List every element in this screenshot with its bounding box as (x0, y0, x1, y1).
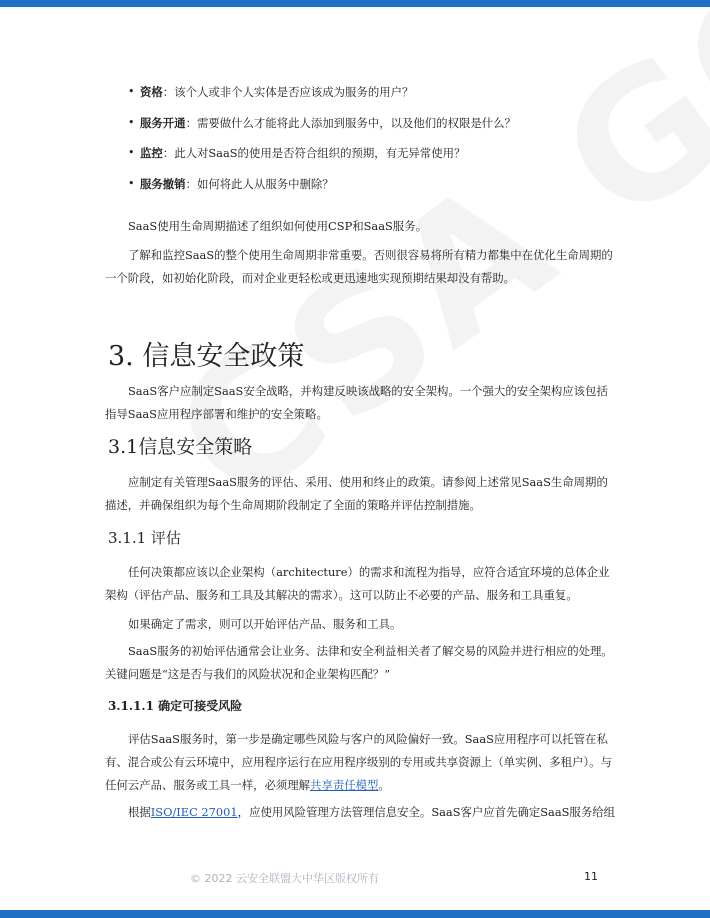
bullet-icon: • (128, 85, 135, 98)
paragraph-lifecycle-monitor: 了解和监控SaaS的整个使用生命周期非常重要。否则很容易将所有精力都集中在优化生命周期的一个阶段，如初始化阶段，而对企业更轻松或更迅速地实现预期结果却没有帮助。 (105, 248, 613, 285)
heading-section-3-1-1-1: 3.1.1.1 确定可接受风险 (108, 699, 243, 713)
bullet-text: ：此人对SaaS的使用是否符合组织的预期，有无异常使用？ (162, 146, 466, 160)
bullet-icon: • (128, 176, 135, 190)
paragraph-security-strategy: SaaS客户应制定SaaS安全战略，并构建反映该战略的安全架构。一个强大的安全架构应该包括指导SaaS应用程序部署和维护的安全策略。 (105, 384, 608, 421)
paragraph-iso (105, 801, 615, 824)
footer-copyright: © 2022 云安全联盟大中华区版权所有 (190, 872, 379, 885)
paragraph-architecture: 任何决策都应该以企业架构（architecture）的需求和流程为指导，应符合适宜环境的总体企业架构（评估产品、服务和工具及其解决的需求）。这可以防止不必要的产品、服务和工具重复。 (105, 565, 610, 602)
paragraph-text: 评估SaaS服务时，第一步是确定哪些风险与客户的风险偏好一致。SaaS应用程序可以托管在私有、混合或公有云环境中，应用程序运行在应用程序级别的专用或共享资源上（单实例、多租户）。与任何云产品、服务或工具一样，必须理解 (105, 732, 612, 792)
bullet-icon: • (128, 115, 135, 129)
bullet-text: ：需要做什么才能将此人添加到服务中，以及他们的权限是什么？ (185, 115, 516, 130)
bullet-term: 服务撤销 (140, 176, 186, 191)
paragraph-lifecycle-intro: SaaS使用生命周期描述了组织如何使用CSP和SaaS服务。 (128, 219, 427, 233)
list-item (128, 176, 516, 207)
bottom-accent-bar (0, 910, 710, 918)
bullet-text: ：该个人或非个人实体是否应该成为服务的用户？ (162, 85, 414, 99)
top-accent-bar (0, 0, 710, 7)
paragraph-policy: 应制定有关管理SaaS服务的评估、采用、使用和终止的政策。请参阅上述常见SaaS生命周期的描述，并确保组织为每个生命周期阶段制定了全面的策略并评估控制措施。 (105, 475, 608, 512)
paragraph-text: 根据 (128, 805, 151, 819)
shared-responsibility-link[interactable]: 共享责任模型 (310, 778, 379, 792)
iso-27001-link[interactable]: ISO/IEC 27001 (150, 805, 238, 819)
paragraph-evaluate: 如果确定了需求，则可以开始评估产品、服务和工具。 (128, 617, 402, 631)
bullet-term: 服务开通 (140, 115, 186, 130)
paragraph-text: 。 (378, 778, 390, 792)
paragraph-risk-appetite (105, 728, 615, 797)
page-number: 11 (584, 870, 598, 883)
bullet-term: 监控 (140, 146, 163, 160)
paragraph-initial-assessment: SaaS服务的初始评估通常会让业务、法律和安全利益相关者了解交易的风险并进行相应的处理。关键问题是“这是否与我们的风险状况和企业架构匹配？” (105, 644, 613, 681)
heading-section-3-1-1: 3.1.1 评估 (108, 529, 181, 547)
bullet-text: ：如何将此人从服务中删除？ (185, 176, 334, 191)
list-item (128, 84, 516, 115)
lifecycle-bullet-list (128, 84, 516, 206)
paragraph-text: ，应使用风险管理方法管理信息安全。SaaS客户应首先确定SaaS服务给组 (237, 805, 615, 819)
heading-section-3: 3. 信息安全政策 (108, 341, 305, 372)
bullet-icon: • (128, 146, 135, 159)
heading-section-3-1: 3.1信息安全策略 (108, 436, 253, 458)
list-item (128, 145, 516, 176)
list-item (128, 115, 516, 146)
bullet-term: 资格 (140, 85, 163, 99)
